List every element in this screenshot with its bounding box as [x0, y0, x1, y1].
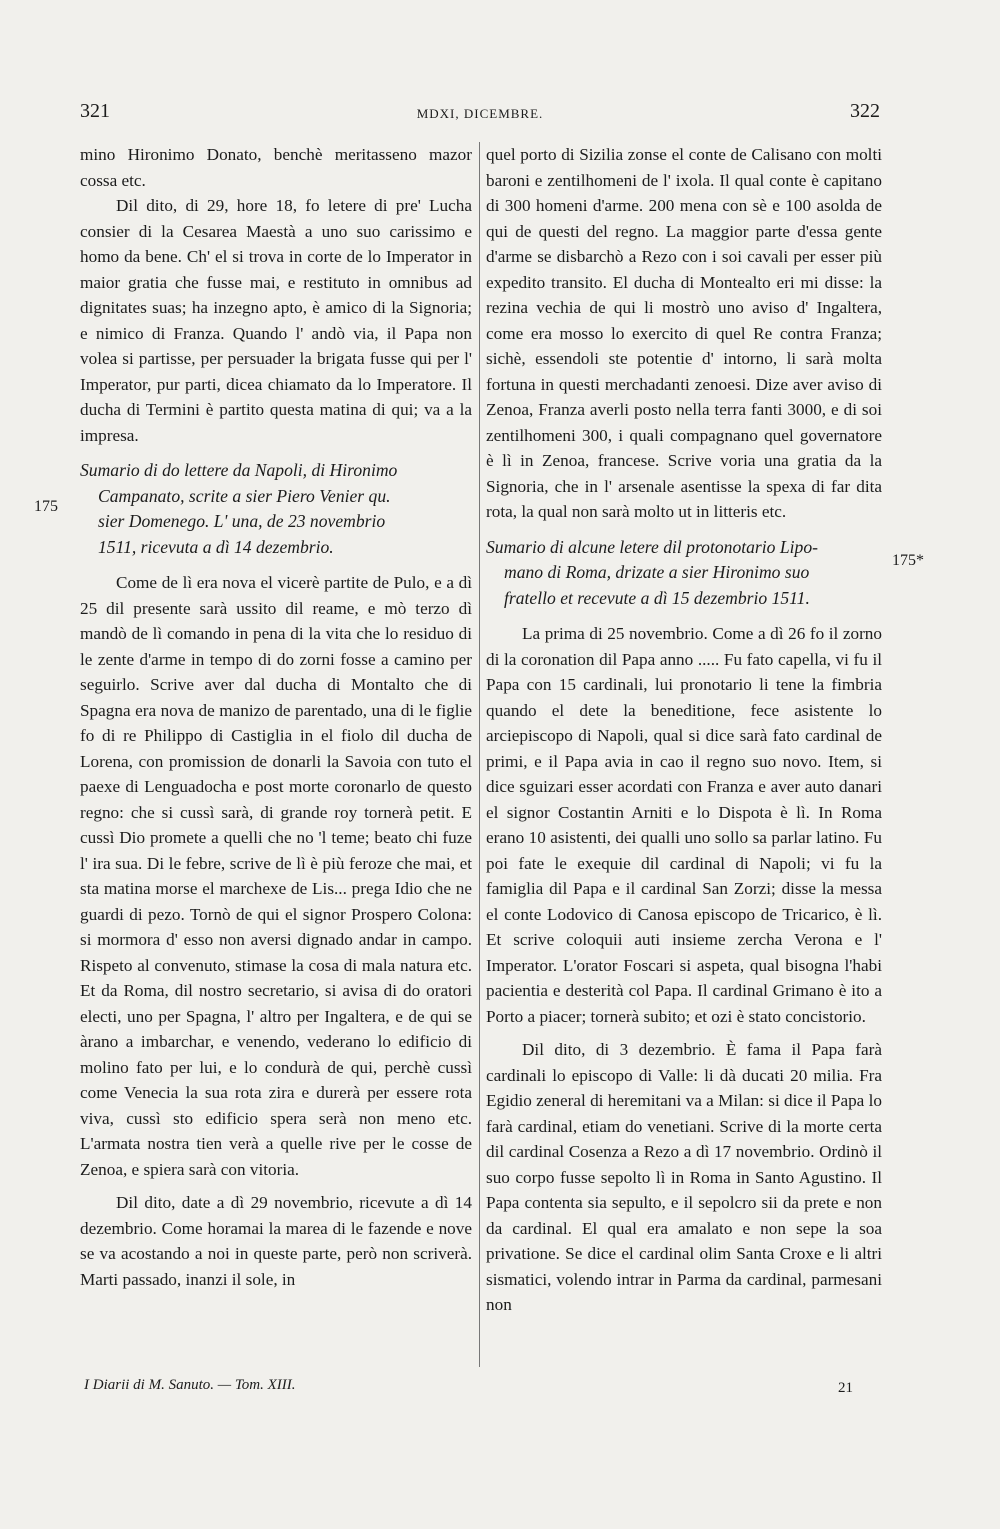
paragraph: quel porto di Sizilia zonse el conte de Calisano con molti baroni e zentilhomeni de l' ixola. Il qual conte è capitano di 300 homeni d'arme. 200 mena con sè e 100 asolda de qui de questi del regno. La maggior parte d'essa gente d'arme se disbarchò a Rezo con i soi cavali per esser più expedito transito. El ducha di Montealto eri mi disse: la rezina vechia de qui li mostrò uno aviso d' Ingaltera, come era mosso lo exercito di quel Re contra Franza; sichè, essendoli ste potentie d' intorno, li sarà molta fortuna in questi merchadanti zenoesi. Dize aver aviso di Zenoa, Franza averli posto nella terra fanti 3000, e di soi zentilhomeni 300, i quali compagnano quel governatore è lì in Zenoa, francese. Scrive voria una gratia da la Signoria, che in l' arsenale asentisse la spexa di far dita rota, la qual non sarà molto ut in litteris etc. [486, 145, 882, 521]
margin-number-right: 175* [892, 552, 924, 569]
paragraph: Dil dito, date a dì 29 novembrio, ricevute a dì 14 dezembrio. Come horamai la marea di le fazende e nove se va acostando a noi in queste parte, però non scriverà. Marti passado, inanzi il sole, in [80, 1193, 472, 1289]
section-heading [486, 535, 882, 612]
heading-line: sier Domenego. L' una, de 23 novembrio [98, 511, 386, 531]
page-number-left: 321 [80, 100, 110, 122]
paragraph: Dil dito, di 3 dezembrio. È fama il Papa farà cardinali lo episcopo di Valle: li dà ducati 20 milia. Fra Egidio zeneral di heremitani va a Milan: si dice il Papa lo farà cardinal, etiam do venetiani. Scrive di la morte certa dil cardinal Cosenza a Rezo a dì 17 novembrio. Ordinò il suo corpo fusse sepolto lì in Roma in Santo Agustino. Il Papa contenta sia sepulto, e il sepolcro sii da prete e non da cardinal. El qual era amalato e non sepe la soa privatione. Se dice el cardinal olim Santa Croxe e li altri sismatici, volendo intrar in Parma da cardinal, parmesani non [486, 1040, 882, 1314]
left-column [80, 142, 472, 1292]
running-head: MDXI, DICEMBRE. [416, 106, 544, 121]
paragraph: Come de lì era nova el vicerè partite de Pulo, e a dì 25 dil presente sarà ussito dil reame, e mò terzo dì mandò de lì comando in pena di la vita che lo residuo di le zente d'arme in tempo di do zorni fosse a camino per seguirlo. Scrive aver dal ducha di Montalto che di Spagna era nova de manizo de parentado, una di le figlie fo di re Philippo di Castiglia in el fiolo dil ducha de Lorena, con promission de donarli la Savoia con tuto el paexe di Lenguadocha e post morte coronarlo de questo regno: che si cussì sarà, di grande roy tornerà petit. E cussì Dio promete a quelli che no 'l teme; beato chi fuze l' ira sua. Di le febre, scrive de lì è più feroze che mai, et sta matina morse el marchexe de Lis... prega Idio che ne guardi di pezo. Tornò de qui el signor Prospero Colona: si mormora d' esso non aversi dignado andar in campo. Rispeto al convenuto, stimase la cosa di mala natura etc. Et da Roma, dil nostro secretario, si avisa di do oratori electi, uno per Spagna, l' altro per Ingaltera, e de qui se àrano a imbarchar, e venendo, vederano lo edificio di molino fato per lui, e lo condurà de qui, perchè cussì come Venecia la sua rota zira e durerà per essere rota viva, cussì sto edificio spera serà non meno etc. L'armata nostra tien verà a quelle rive per le cosse de Zenoa, e spiera sarà con vitoria. [80, 573, 472, 1179]
heading-line: Campanato, scrite a sier Piero Venier qu. [98, 485, 391, 506]
footer-signature: I Diarii di M. Sanuto. — Tom. XIII. [84, 1377, 296, 1393]
paragraph: Dil dito, di 29, hore 18, fo letere di pre' Lucha consier di la Cesarea Maestà a uno suo carissimo e homo da bene. Ch' el si trova in corte de lo Imperator in maior gratia che fusse mai, e restituto in omnibus ad dignitates suas; ha inzegno apto, è amico di la Signoria; e nimico di Franza. Quando l' andò via, il Papa non volea si partisse, per persuader la brigata fusse qui per l' Imperator, pur parti, dicea chiamato da lo Imperatore. Il ducha di Termini è partito questa matina di qui; va a la impresa. [80, 196, 472, 445]
heading-line: mano di Roma, drizate a sier Hironimo suo [504, 562, 810, 582]
paragraph: mino Hironimo Donato, benchè meritasseno mazor cossa etc. [80, 145, 472, 190]
heading-line: fratello et recevute a dì 15 dezembrio 1511. [504, 587, 810, 608]
paragraph: La prima di 25 novembrio. Come a dì 26 fo il zorno di la coronation dil Papa anno ..... Fu fato capella, vi fu il Papa con 15 cardinali, lui pronotario li tene la fimbria quando el dete la beneditione, fece asistente lo arciepiscopo di Napoli, qual si dice sarà fato cardinal de primi, e il Papa avia in cao il regno suo novo. Item, si dice sguizari esser acordati con Franza e aver auto danari el signor Costantin Arniti e lo Dispota è lì. In Roma erano 10 asistenti, dei qualli uno sollo sa parlar latino. Fu poi fate le exequie dil cardinal di Napoli; vi fu la famiglia dil Papa e il cardinal San Zorzi; disse la messa el conte Lodovico di Canosa episcopo de Tricarico, è lì. Et scrive coloquii auti insieme zercha Verona e l' Imperator. L'orator Foscari si aspeta, qual bisogna l'habi pacientia e desterità col Papa. Il cardinal Grimano è ito a Porto a piacer; tornerà subito; et ozi è stato concistorio. [486, 624, 882, 1026]
footer-sheet-number: 21 [838, 1380, 853, 1396]
heading-line: 1511, ricevuta a dì 14 dezembrio. [98, 536, 334, 557]
page-header [80, 100, 880, 128]
margin-number-left: 175 [34, 498, 58, 515]
heading-line: Sumario di alcune letere dil protonotario Lipo- [486, 536, 818, 557]
right-column [486, 142, 882, 1318]
heading-line: Sumario di do lettere da Napoli, di Hironimo [80, 460, 398, 480]
column-divider [479, 142, 480, 1367]
section-heading [80, 458, 472, 560]
page-number-right: 322 [850, 100, 880, 122]
